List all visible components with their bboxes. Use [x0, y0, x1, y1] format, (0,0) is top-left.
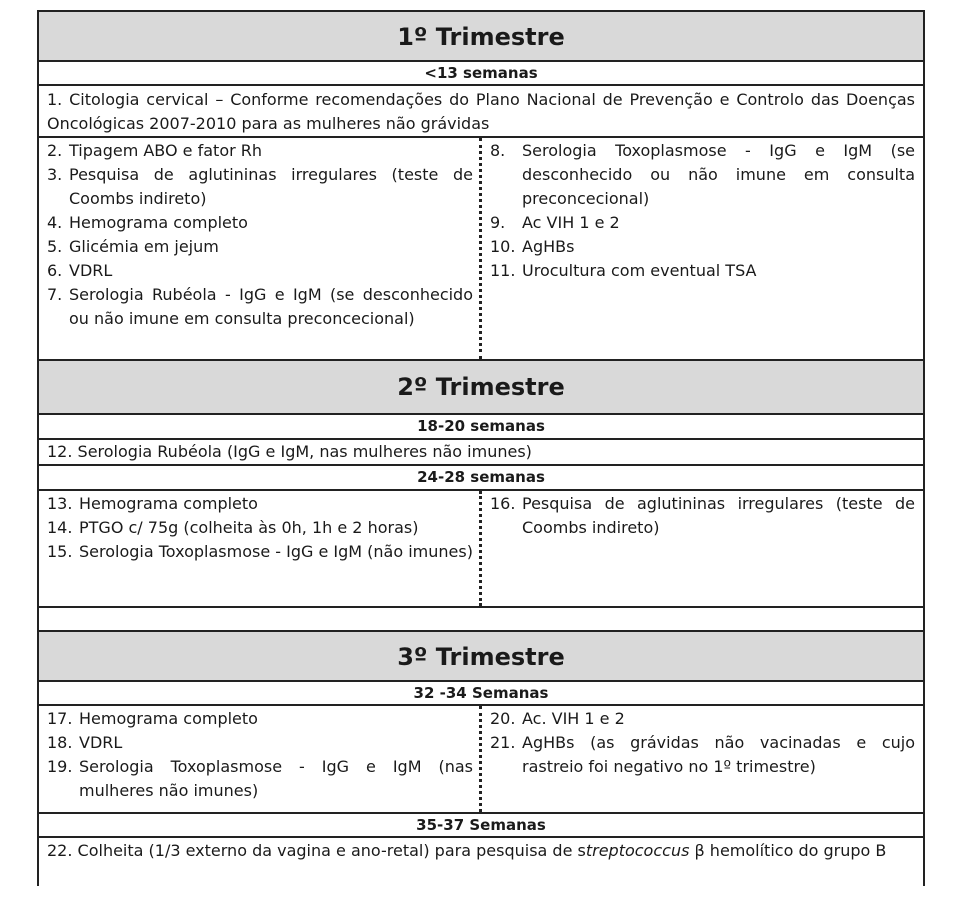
exam-item-text: Hemograma completo	[79, 709, 258, 728]
week-range-24-28: 24-28 semanas	[39, 466, 923, 491]
exam-item-number: 16.	[490, 494, 516, 513]
exam-item-text: Tipagem ABO e fator Rh	[69, 141, 263, 160]
exam-item	[490, 707, 915, 731]
exam-item-22-text-b: β hemolítico do grupo B	[689, 841, 887, 860]
exam-item-number: 5.	[47, 237, 63, 256]
exam-item-text: Serologia Toxoplasmose - IgG e IgM (se desconhecido ou não imune em consulta preconcecional)	[522, 141, 915, 208]
exam-item-number: 15.	[47, 542, 73, 561]
exam-item	[47, 492, 473, 516]
week-range-32-34: 32 -34 Semanas	[39, 682, 923, 706]
prenatal-exams-table	[37, 10, 925, 886]
exam-item-number: 11.	[490, 261, 516, 280]
exam-item-text: Hemograma completo	[69, 213, 248, 232]
trimester-2-right-column	[482, 491, 923, 606]
exam-item	[490, 731, 915, 779]
trimester-1-left-column	[39, 138, 482, 359]
exam-item-text: Serologia Toxoplasmose - IgG e IgM (não imunes)	[79, 542, 473, 561]
exam-item-text: AgHBs	[522, 237, 575, 256]
trimester-2-heading: 2º Trimestre	[39, 361, 923, 415]
exam-item-text: Pesquisa de aglutininas irregulares (teste de Coombs indireto)	[522, 494, 915, 537]
exam-item-22	[39, 838, 923, 888]
exam-item-12: 12. Serologia Rubéola (IgG e IgM, nas mulheres não imunes)	[39, 440, 923, 466]
exam-item-1: 1. Citologia cervical – Conforme recomendações do Plano Nacional de Prevenção e Controlo das Doenças Oncológicas 2007-2010 para as mulheres não grávidas	[39, 86, 923, 138]
exam-item-number: 19.	[47, 757, 73, 776]
exam-item-22-species: treptococcus	[585, 841, 690, 860]
exam-item-number: 4.	[47, 213, 63, 232]
exam-item-number: 21.	[490, 733, 516, 752]
exam-item-text: Pesquisa de aglutininas irregulares (teste de Coombs indireto)	[69, 165, 473, 208]
exam-item-number: 13.	[47, 494, 73, 513]
exam-item-text: Ac. VIH 1 e 2	[522, 709, 625, 728]
exam-item-number: 8.	[490, 141, 506, 160]
exam-item-number: 20.	[490, 709, 516, 728]
exam-item-number: 18.	[47, 733, 73, 752]
exam-item-text: VDRL	[69, 261, 113, 280]
exam-item	[47, 283, 473, 331]
exam-item-number: 7.	[47, 285, 63, 304]
trimester-2-exam-list	[39, 491, 923, 608]
exam-item-number: 14.	[47, 518, 73, 537]
exam-item-text: Serologia Rubéola - IgG e IgM (se desconhecido ou não imune em consulta preconcecional)	[69, 285, 473, 328]
exam-item	[47, 516, 473, 540]
trimester-1-heading: 1º Trimestre	[39, 12, 923, 62]
exam-item-number: 3.	[47, 165, 63, 184]
exam-item-22-text-a: 22. Colheita (1/3 externo da vagina e ano-retal) para pesquisa de s	[47, 841, 586, 860]
trimester-1-right-column	[482, 138, 923, 359]
spacer-row	[39, 608, 923, 632]
exam-item-text: PTGO c/ 75g (colheita às 0h, 1h e 2 horas)	[79, 518, 419, 537]
exam-item-text: Glicémia em jejum	[69, 237, 219, 256]
exam-item-text: Hemograma completo	[79, 494, 258, 513]
week-range-18-20: 18-20 semanas	[39, 415, 923, 440]
trimester-2-left-column	[39, 491, 482, 606]
exam-item	[490, 235, 915, 259]
exam-item-text: Ac VIH 1 e 2	[522, 213, 620, 232]
exam-item	[47, 139, 473, 163]
exam-item	[490, 211, 915, 235]
trimester-3-heading: 3º Trimestre	[39, 632, 923, 682]
exam-item-text: Urocultura com eventual TSA	[522, 261, 757, 280]
exam-item-number: 6.	[47, 261, 63, 280]
week-range-under-13: <13 semanas	[39, 62, 923, 86]
exam-item	[47, 259, 473, 283]
exam-item-number: 9.	[490, 213, 506, 232]
exam-item	[47, 235, 473, 259]
exam-item	[490, 139, 915, 211]
trimester-3-left-column	[39, 706, 482, 812]
trimester-1-exam-list	[39, 138, 923, 361]
exam-item	[490, 492, 915, 540]
exam-item	[47, 707, 473, 731]
exam-item	[490, 259, 915, 283]
exam-item	[47, 755, 473, 803]
exam-item-number: 17.	[47, 709, 73, 728]
exam-item	[47, 211, 473, 235]
exam-item	[47, 731, 473, 755]
week-range-35-37: 35-37 Semanas	[39, 814, 923, 838]
exam-item	[47, 540, 473, 564]
trimester-3-exam-list	[39, 706, 923, 814]
exam-item-number: 2.	[47, 141, 63, 160]
exam-item-text: VDRL	[79, 733, 123, 752]
exam-item	[47, 163, 473, 211]
trimester-3-right-column	[482, 706, 923, 812]
exam-item-text: AgHBs (as grávidas não vacinadas e cujo rastreio foi negativo no 1º trimestre)	[522, 733, 915, 776]
exam-item-text: Serologia Toxoplasmose - IgG e IgM (nas mulheres não imunes)	[79, 757, 473, 800]
exam-item-number: 10.	[490, 237, 516, 256]
